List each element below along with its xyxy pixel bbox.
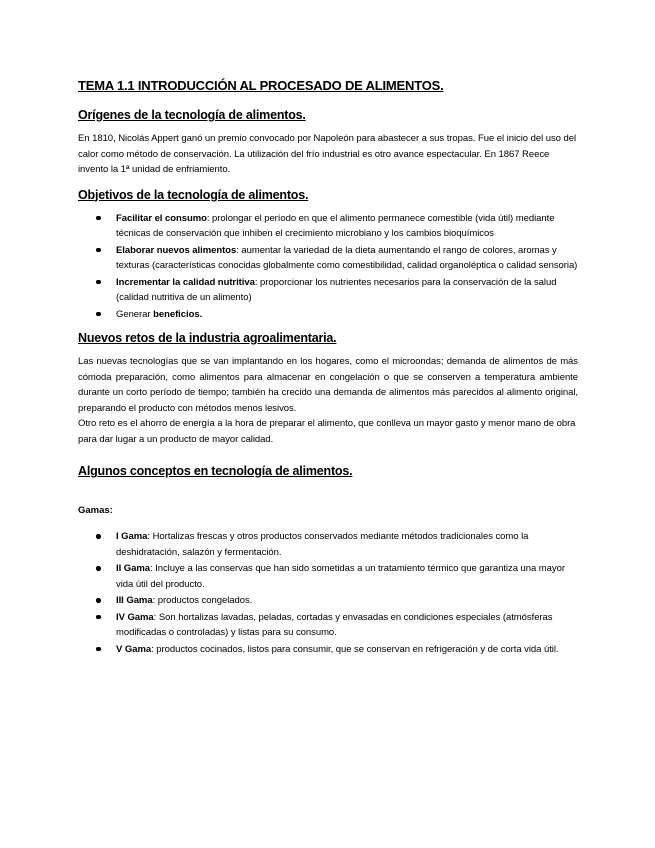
list-item <box>78 610 578 641</box>
item-desc: : aumentar la variedad de la dieta aumentando el rango de colores, aromas y texturas (características conocidas globalmente como comestibilidad, calidad organoléptica o calidad sensoria) <box>116 244 578 271</box>
document-title: TEMA 1.1 INTRODUCCIÓN AL PROCESADO DE ALIMENTOS. <box>78 78 444 93</box>
bullet-icon <box>96 598 101 603</box>
item-desc: : Hortalizas frescas y otros productos conservados mediante métodos tradicionales como la deshidratación, salazón y fermentación. <box>116 531 529 558</box>
heading-objetivos: Objetivos de la tecnología de alimentos. <box>78 187 309 202</box>
bullet-icon <box>96 647 101 652</box>
item-term: Incrementar la calidad nutritiva <box>116 276 255 288</box>
heading-retos: Nuevos retos de la industria agroalimentaria. <box>78 331 337 345</box>
bullet-icon <box>96 534 101 539</box>
document-page <box>78 78 578 665</box>
item-term: Facilitar el consumo <box>116 212 207 224</box>
item-term: beneficios. <box>153 308 203 320</box>
heading-conceptos: Algunos conceptos en tecnología de alimentos. <box>78 464 353 478</box>
paragraph-origenes: En 1810, Nicolás Appert ganó un premio convocado por Napoleón para abastecer a sus tropas. Fue el inicio del uso del calor como método de conservación. La utilización del frío industrial es otro avance espectacular. En 1867 Reece invento la 1ª unidad de enfriamiento. <box>78 133 577 175</box>
list-item <box>78 561 578 592</box>
list-item <box>78 275 578 306</box>
item-prefix: Generar <box>116 308 154 320</box>
list-item <box>78 593 578 609</box>
list-item <box>78 529 578 560</box>
paragraph-retos-2: Otro reto es el ahorro de energía a la hora de preparar el alimento, que conlleva un mayor gasto y menor mano de obra para dar lugar a un producto de mayor calidad. <box>78 418 576 445</box>
paragraph-retos-1: Las nuevas tecnologías que se van implantando en los hogares, como el microondas; demanda de alimentos de más cómoda preparación, como alimentos para almacenar en congelación o que se conserven a temperatura ambiente durante un corto período de tiempo; también ha crecido una demanda de alimentos más parecidos al alimento original, preparando el producto con métodos menos lesivos. <box>78 356 578 414</box>
bullet-icon <box>96 248 101 253</box>
item-term: III Gama <box>116 595 153 606</box>
bullet-icon <box>96 566 101 571</box>
bullet-icon <box>96 615 101 620</box>
item-term: Elaborar nuevos alimentos <box>116 244 237 256</box>
bullet-icon <box>96 312 101 317</box>
item-desc: : prolongar el período en que el alimento permanece comestible (vida útil) mediante técnicas de conservación que inhiben el crecimiento microbiano y los cambios bioquímicos <box>116 212 555 239</box>
list-item <box>78 642 578 658</box>
item-desc: : productos cocinados, listos para consumir, que se conservan en refrigeración y de corta vida útil. <box>151 643 559 655</box>
item-desc: : productos congelados. <box>152 595 253 606</box>
list-objetivos <box>78 211 578 323</box>
item-desc: : proporcionar los nutrientes necesarios para la conservación de la salud (calidad nutritiva de un alimento) <box>116 276 557 303</box>
list-item <box>78 307 578 323</box>
list-item <box>78 243 578 274</box>
item-term: V Gama <box>116 643 152 655</box>
item-term: I Gama <box>116 531 148 542</box>
list-item <box>78 211 578 242</box>
item-desc: : Son hortalizas lavadas, peladas, cortadas y envasadas en condiciones especiales (atmósferas modificadas o controladas) y listas para su consumo. <box>116 611 553 638</box>
list-gamas <box>78 529 578 657</box>
item-term: IV Gama <box>116 611 154 623</box>
subheading-gamas: Gamas: <box>78 505 113 516</box>
item-term: II Gama <box>116 563 150 574</box>
item-desc: : Incluye a las conservas que han sido sometidas a un tratamiento térmico que garantiza una mayor vida útil del producto. <box>116 563 565 590</box>
bullet-icon <box>96 216 101 221</box>
bullet-icon <box>96 280 101 285</box>
heading-origenes: Orígenes de la tecnología de alimentos. <box>78 108 306 122</box>
